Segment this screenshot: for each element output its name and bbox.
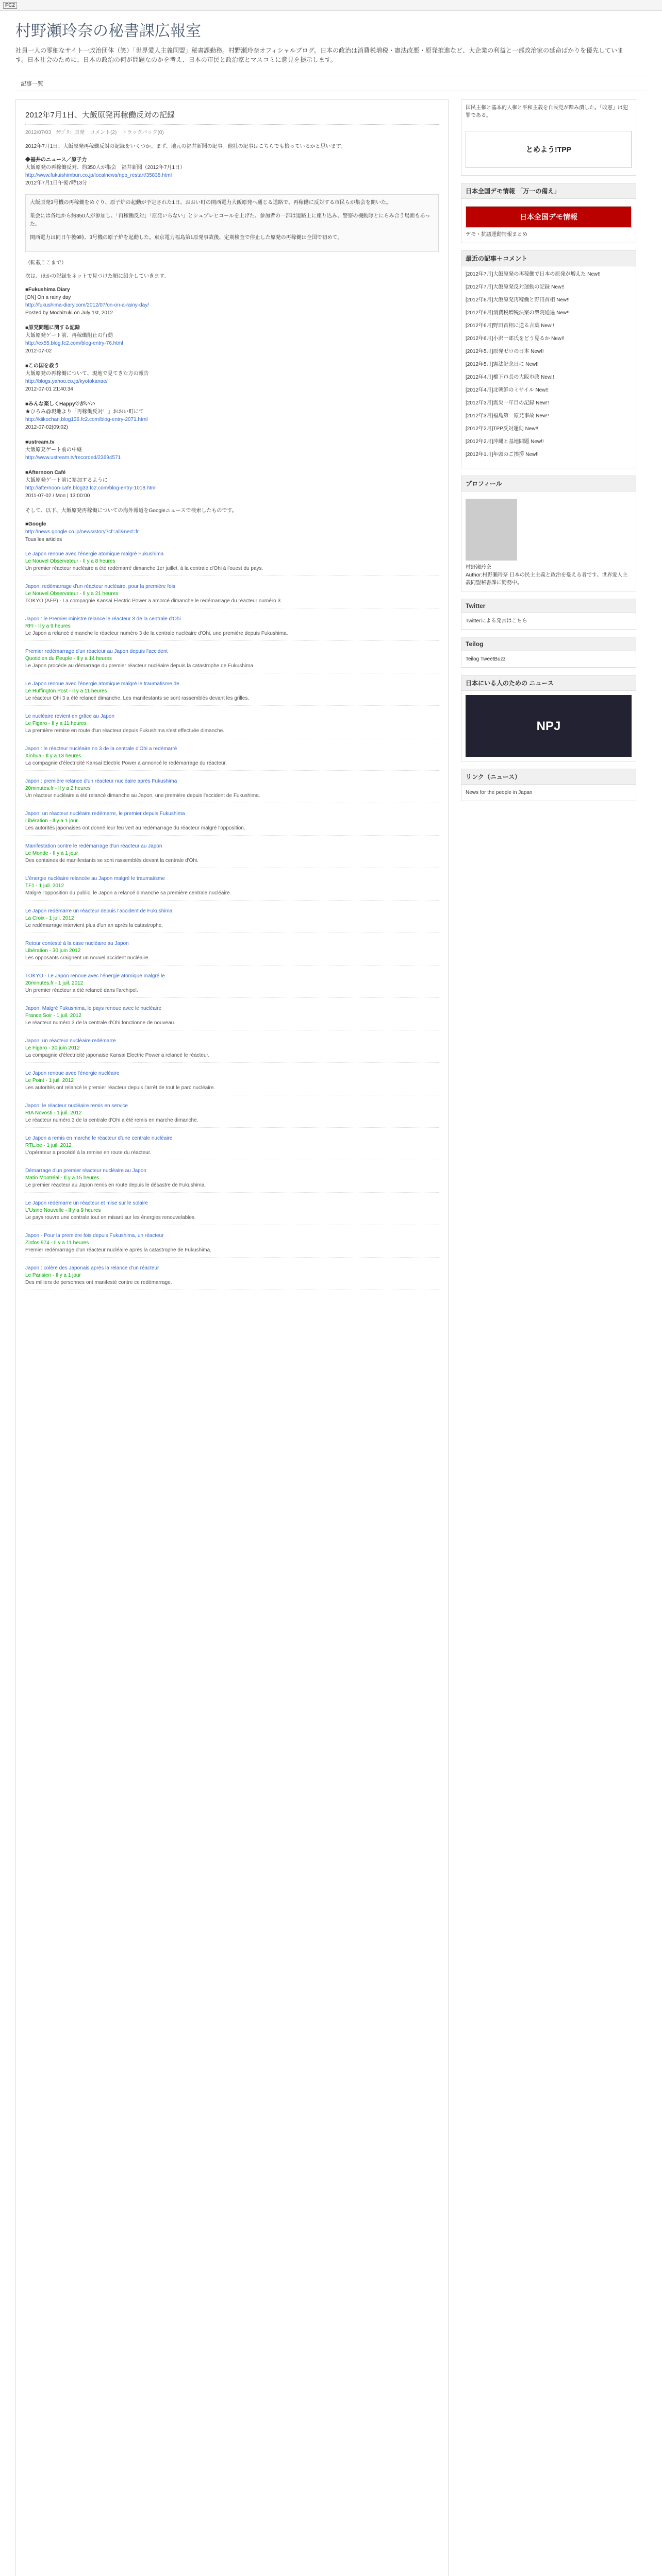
recent-entry[interactable]: [2012年5月]原発ゼロの日本 New!! bbox=[466, 349, 544, 354]
news-snippet: La compagnie d'électricité japonaise Kansai Electric Power a relancé le réacteur. bbox=[25, 1053, 210, 1058]
teilog-widget bbox=[461, 637, 636, 668]
nav-item-archive[interactable]: 記事一覧 bbox=[21, 81, 43, 87]
news-source: Le Huffington Post - Il y a 11 heures bbox=[25, 688, 107, 694]
post-meta: 2012/07/03 ｶﾃｺﾞﾘ：原発 コメント(2) トラックバック(0) bbox=[25, 130, 164, 135]
aside-text: 次は、ほかの記録をネットで見つけた順に紹介していきます。 bbox=[25, 274, 170, 279]
news-source: Le Figaro - 30 juin 2012 bbox=[25, 1045, 80, 1051]
sidebar bbox=[461, 99, 636, 2576]
google-section bbox=[25, 520, 439, 544]
news-source: Le Nouvel Observateur - Il y a 21 heures bbox=[25, 591, 119, 597]
profile-avatar bbox=[466, 499, 517, 561]
fukui-date: 2012年7月1日午後7時13分 bbox=[25, 180, 88, 186]
news-source: Le Figaro - Il y a 11 heures bbox=[25, 721, 87, 726]
section-link[interactable]: http://ex55.blog.fc2.com/blog-entry-76.html bbox=[25, 341, 123, 346]
twitter-heading: Twitter bbox=[461, 599, 636, 613]
news-source: TF1 - 1 juil. 2012 bbox=[25, 883, 64, 889]
news-source: Xinhua - Il y a 13 heures bbox=[25, 753, 81, 759]
news-snippet: Un premier réacteur nucléaire a été redémarré dimanche 1er juillet, à la centrale d'Ohi à l'ouest du pays. bbox=[25, 566, 263, 571]
tpp-banner[interactable]: とめよう!TPP bbox=[466, 131, 632, 168]
recent-entry[interactable]: [2012年2月]TPP反対運動 New!! bbox=[466, 426, 539, 432]
section-date: 2011-07-02 / Mon | 13:00:00 bbox=[25, 493, 90, 499]
section-heading: ■Fukushima Diary bbox=[25, 287, 70, 293]
news-links-text[interactable]: News for the people in Japan bbox=[466, 790, 533, 795]
quote-box bbox=[25, 194, 439, 252]
news-source: Matin Montréal - Il y a 15 heures bbox=[25, 1175, 100, 1181]
news-title[interactable]: Le Japon redémarre un réacteur et mise sur le solaire bbox=[25, 1200, 148, 1206]
profile-text: Author:村野瀬玲奈 日本の民主主義と政治を憂える者です。世界愛人主義同盟秘書課に勤務中。 bbox=[466, 572, 628, 586]
news-item bbox=[25, 908, 439, 933]
news-item bbox=[25, 1038, 439, 1063]
news-source: RFI - Il y a 9 heures bbox=[25, 623, 71, 629]
news-item bbox=[25, 810, 439, 836]
news-source: Libération - Il y a 1 jour bbox=[25, 818, 78, 824]
npj-banner[interactable]: NPJ bbox=[466, 695, 632, 757]
section-link[interactable]: http://afternoon-cafe.blog33.fc2.com/blog-entry-1018.html bbox=[25, 485, 157, 491]
news-title[interactable]: Le Japon a remis en marche le réacteur d'une centrale nucléaire bbox=[25, 1136, 173, 1141]
section-title: [ON] On a rainy day bbox=[25, 295, 71, 300]
section-date: Posted by Mochizuki on July 1st, 2012 bbox=[25, 310, 113, 316]
news-source: Le Point - 1 juil. 2012 bbox=[25, 1078, 74, 1083]
news-title[interactable]: Premier redémarrage d'un réacteur au Japon depuis l'accident bbox=[25, 649, 168, 654]
fukui-title: 大飯原発の再稼働反対、約350人が集会 福井新聞（2012年7月1日） bbox=[25, 165, 186, 171]
news-source: Zinfos 974 - Il y a 11 heures bbox=[25, 1240, 89, 1246]
demo-widget bbox=[461, 183, 636, 243]
news-snippet: Le Japon a relancé dimanche le réacteur numéro 3 de la centrale nucléaire d'Ohi, une première depuis Fukushima. bbox=[25, 631, 288, 636]
section-link[interactable]: http://www.ustream.tv/recorded/23694571 bbox=[25, 455, 121, 461]
recent-entry[interactable]: [2012年7月]大飯原発反対運動の記録 New!! bbox=[466, 284, 565, 290]
news-title[interactable]: Le nucléaire revient en grâce au Japon bbox=[25, 714, 114, 719]
news-snippet: Le Japon procède au démarrage du premier réacteur nucléaire depuis la catastrophe de Fukushima. bbox=[25, 663, 255, 669]
news-snippet: Un premier réacteur a été relancé dans l'archipel. bbox=[25, 988, 138, 993]
news-snippet: Des milliers de personnes ont manifesté contre ce redémarrage. bbox=[25, 1280, 172, 1285]
news-title[interactable]: Japon: redémarrage d'un réacteur nucléaire, pour la première fois bbox=[25, 584, 175, 589]
recent-heading: 最近の記事＋コメント bbox=[461, 251, 636, 266]
section-title: 大飯原発ゲート前に参加するように bbox=[25, 478, 108, 483]
news-title[interactable]: Démarrage d'un premier réacteur nucléaire au Japon bbox=[25, 1168, 146, 1174]
news-source: Le Monde - Il y a 1 jour bbox=[25, 851, 78, 856]
fukui-link[interactable]: http://www.fukuishimbun.co.jp/localnews/npp_restart/35838.html bbox=[25, 173, 172, 178]
aside-text: （転載ここまで） bbox=[25, 260, 67, 266]
teilog-heading: Teilog bbox=[461, 637, 636, 651]
section-date: 2012-07-02(09:02) bbox=[25, 425, 68, 430]
news-title[interactable]: Japon: Malgré Fukushima, le pays renoue avec le nucléaire bbox=[25, 1006, 162, 1011]
news-item bbox=[25, 1167, 439, 1193]
header bbox=[0, 11, 662, 70]
twitter-text[interactable]: Twitterによる発言はこちら bbox=[466, 618, 527, 624]
section-heading: ■みんな楽しくHappy♡がいい bbox=[25, 401, 95, 407]
main-content bbox=[15, 99, 449, 2576]
section-heading: ■ustream.tv bbox=[25, 439, 55, 445]
news-item bbox=[25, 1200, 439, 1225]
news-links-widget bbox=[461, 769, 636, 801]
section-title: 大飯原発ゲート前の中継 bbox=[25, 447, 82, 453]
news-title[interactable]: Japon : le Premier ministre relance le réacteur 3 de la centrale d'Ohi bbox=[25, 616, 181, 622]
news-title[interactable]: Japon : le réacteur nucléaire no 3 de la centrale d'Ohi a redémarré bbox=[25, 746, 177, 752]
profile-widget bbox=[461, 476, 636, 591]
news-snippet: Le premier réacteur au Japon remis en route depuis le désastre de Fukushima. bbox=[25, 1182, 206, 1188]
fukui-section bbox=[25, 156, 439, 187]
news-source: France Soir - 1 juil. 2012 bbox=[25, 1013, 81, 1019]
recent-entry[interactable]: [2012年3月]福島第一原発事故 New!! bbox=[466, 413, 549, 419]
news-title[interactable]: Japon: un réacteur nucléaire redémarre bbox=[25, 1038, 116, 1044]
npj-heading: 日本にいる人のための ニュース bbox=[461, 675, 636, 691]
news-source: RIA Novosti - 1 juil. 2012 bbox=[25, 1110, 82, 1116]
news-source: RTL.be - 1 juil. 2012 bbox=[25, 1143, 72, 1148]
news-item bbox=[25, 1232, 439, 1258]
kyoto-section bbox=[25, 362, 439, 393]
afternoon-section bbox=[25, 469, 439, 500]
twitter-widget bbox=[461, 599, 636, 630]
news-source: Le Parisien - Il y a 1 jour bbox=[25, 1273, 81, 1278]
ikeda-section bbox=[25, 324, 439, 355]
news-title[interactable]: Japon : première relance d'un réacteur nucléaire après Fukushima bbox=[25, 778, 177, 784]
recent-entry[interactable]: [2012年4月]橋下市長の大阪市政 New!! bbox=[466, 375, 554, 380]
news-snippet: Le réacteur Ohi 3 a été relancé dimanche. Les manifestants se sont rassemblés devant les grilles. bbox=[25, 696, 250, 701]
section-link[interactable]: http://fukushima-diary.com/2012/07/on-on-a-rainy-day/ bbox=[25, 302, 149, 308]
news-snippet: L'opérateur a procédé à la remise en route du réacteur. bbox=[25, 1150, 152, 1156]
news-item bbox=[25, 973, 439, 998]
site-title[interactable]: 村野瀬玲奈の秘書課広報室 bbox=[15, 23, 201, 40]
news-list bbox=[25, 551, 439, 1290]
profile-heading: プロフィール bbox=[461, 476, 636, 492]
post-title[interactable]: 2012年7月1日、大飯原発再稼働反対の記録 bbox=[25, 107, 439, 125]
section-heading: ■この国を救う bbox=[25, 363, 60, 369]
news-title[interactable]: Le Japon renoue avec l'énergie atomique malgré le traumatisme de bbox=[25, 681, 179, 687]
section-title: 大飯原発の再稼働について、現地で見てきた方の報告 bbox=[25, 371, 149, 377]
recent-entry[interactable]: [2012年7月]大飯原発の再稼働で日本の原発が増えた New!! bbox=[466, 272, 601, 277]
npj-widget bbox=[461, 675, 636, 761]
news-title[interactable]: Le Japon redémarre un réacteur depuis l'accident de Fukushima bbox=[25, 908, 173, 914]
tags-widget bbox=[461, 99, 636, 176]
news-item bbox=[25, 1005, 439, 1030]
recent-entry[interactable]: [2012年1月]年頭のご挨拶 New!! bbox=[466, 452, 539, 457]
news-title[interactable]: Japon : colère des Japonais après la relance d'un réacteur bbox=[25, 1265, 159, 1271]
news-source: La Croix - 1 juil. 2012 bbox=[25, 916, 74, 921]
news-item bbox=[25, 1135, 439, 1160]
news-source: Libération - 30 juin 2012 bbox=[25, 948, 81, 954]
news-links-heading: リンク（ニュース） bbox=[461, 769, 636, 785]
profile-name: 村野瀬玲奈 bbox=[466, 565, 491, 570]
news-item bbox=[25, 616, 439, 641]
section-date: 2012-07-02 bbox=[25, 348, 52, 354]
news-title[interactable]: Japon: un réacteur nucléaire redémarre, le premier depuis Fukushima bbox=[25, 811, 185, 817]
demo-banner[interactable]: 日本全国デモ情報 bbox=[466, 206, 632, 228]
ustream-section bbox=[25, 438, 439, 462]
recent-list bbox=[461, 266, 636, 468]
news-snippet: Le redémarrage intervient plus d'un an après la catastrophe. bbox=[25, 923, 163, 928]
demo-heading: 日本全国デモ情報 「万一の備え」 bbox=[461, 183, 636, 199]
news-snippet: Des centaines de manifestants se sont rassemblés devant la centrale d'Ohi. bbox=[25, 858, 198, 863]
news-item bbox=[25, 681, 439, 706]
section-heading: ■Google bbox=[25, 521, 46, 527]
section-heading: ■原発問題に関する記録 bbox=[25, 325, 80, 331]
news-item bbox=[25, 843, 439, 868]
news-snippet: TOKYO (AFP) - La compagnie Kansai Electric Power a amorcé dimanche le redémarrage du réacteur numéro 3. bbox=[25, 598, 282, 604]
news-snippet: Le réacteur numéro 3 de la centrale d'Ohi fonctionne de nouveau. bbox=[25, 1020, 175, 1026]
tags-text: 国民主権と基本的人権と平和主義を自民党が踏み潰した。「改憲」は犯罪である。 bbox=[466, 105, 628, 118]
site-description: 社員一人の零細なサイト一政治団体（笑）「世界愛人主義同盟」秘書課勤務。村野瀬玲奈オフィシャルブログ。日本の政治は消費税増税・憲法改悪・原発推進など、大企業の利益と一部政治家の延命ばかりを優先しています。日本社会のために、日本の政治の何が問題なのかを考え、日本の市民と政治家とマスコミに意見を提示します。 bbox=[15, 47, 624, 63]
navbar bbox=[15, 76, 647, 91]
news-title[interactable]: Retour contesté à la case nucléaire au Japon bbox=[25, 941, 129, 946]
news-snippet: Les autorités ont relancé le premier réacteur depuis l'arrêt de tout le parc nucléaire. bbox=[25, 1085, 216, 1091]
section-heading: ■Afternoon Café bbox=[25, 470, 66, 476]
blog-logo[interactable]: FC2 bbox=[3, 2, 17, 9]
quote-paragraph: 関西電力は同日午後9時、3号機の原子炉を起動した。東京電力福島第1原発事故後、定期検査で停止した原発の再稼働は全国で初めて。 bbox=[30, 235, 343, 241]
news-item bbox=[25, 745, 439, 771]
news-snippet: Malgré l'opposition du public, le Japon a relancé dimanche sa première centrale nucléaire. bbox=[25, 890, 231, 896]
google-link[interactable]: http://news.google.co.jp/news/story?cf=all&ned=fr bbox=[25, 529, 139, 535]
news-snippet: Les autorités japonaises ont donné leur feu vert au redémarrage du réacteur malgré l'opposition. bbox=[25, 825, 245, 831]
fukui-heading: ◆福井のニュース／原子力 bbox=[25, 157, 87, 163]
quote-paragraph: 大飯原発3号機の再稼働をめぐり、原子炉の起動が予定された1日、おおい町の関西電力大飯原発へ通じる道路で、再稼働に反対する市民らが集会を開いた。 bbox=[30, 200, 391, 206]
recent-entry[interactable]: [2012年6月]消費税増税法案の衆院通過 New!! bbox=[466, 310, 570, 316]
recent-entry[interactable]: [2012年2月]沖縄と基地問題 New!! bbox=[466, 439, 544, 445]
news-source: L'Usine Nouvelle - Il y a 9 heures bbox=[25, 1208, 101, 1213]
news-snippet: Premier redémarrage d'un réacteur nucléaire après la catastrophe de Fukushima. bbox=[25, 1247, 211, 1253]
news-item bbox=[25, 648, 439, 673]
recent-entry[interactable]: [2012年5月]憲法記念日に New!! bbox=[466, 362, 539, 367]
section-date: 2012-07-01 21:40:34 bbox=[25, 386, 73, 392]
news-snippet: Les opposants craignent un nouvel accident nucléaire. bbox=[25, 955, 150, 961]
news-source: 20minutes.fr - Il y a 2 heures bbox=[25, 786, 91, 791]
news-snippet: Le pays rouvre une centrale tout en misant sur les énergies renouvelables. bbox=[25, 1215, 196, 1221]
recent-entry[interactable]: [2012年6月]小沢一郎氏をどう見るか New!! bbox=[466, 336, 565, 342]
news-item bbox=[25, 940, 439, 965]
diary-section bbox=[25, 286, 439, 317]
news-title[interactable]: Manifestation contre le redémarrage d'un réacteur au Japon bbox=[25, 843, 162, 849]
news-title[interactable]: Japon: le réacteur nucléaire remis en service bbox=[25, 1103, 128, 1109]
all-articles[interactable]: Tous les articles bbox=[25, 537, 62, 543]
news-item bbox=[25, 875, 439, 901]
news-item bbox=[25, 551, 439, 576]
section-title: ★ひろみ@現地より「再稼働反対！」おおい町にて bbox=[25, 409, 144, 415]
section-title: 大飯原発ゲート前、再稼働阻止の行動 bbox=[25, 333, 113, 338]
recent-entry[interactable]: [2012年6月]大飯原発再稼働と野田首相 New!! bbox=[466, 297, 570, 303]
news-snippet: La compagnie d'électricité Kansai Electric Power a annoncé le redémarrage du réacteur. bbox=[25, 760, 227, 766]
news-snippet: La première remise en route d'un réacteur depuis Fukushima s'est effectuée dimanche. bbox=[25, 728, 225, 734]
news-item bbox=[25, 778, 439, 803]
recent-entry[interactable]: [2012年3月]震災一年目の記録 New!! bbox=[466, 400, 549, 406]
quote-paragraph: 集会には各地から約350人が参加し、「再稼働反対」「原発いらない」とシュプレヒコールを上げた。参加者の一部は道路上に座り込み、警察の機動隊とにらみ合う場面もあった。 bbox=[30, 213, 431, 227]
news-title[interactable]: Japon - Pour la première fois depuis Fukushima, un réacteur bbox=[25, 1233, 164, 1239]
recent-entry[interactable]: [2012年6月]野田首相に送る言葉 New!! bbox=[466, 323, 554, 329]
top-bar bbox=[0, 0, 662, 11]
news-title[interactable]: L'énergie nucléaire relancée au Japon malgré le traumatisme bbox=[25, 876, 165, 882]
news-item bbox=[25, 583, 439, 608]
news-title[interactable]: Le Japon renoue avec l'énergie nucléaire bbox=[25, 1071, 120, 1076]
post-intro: 2012年7月1日、大飯原発再稼働反対の記録をいくつか。まず、地元の福井新聞の記事。他社の記事はこちらでも拾っているかと思います。 bbox=[25, 144, 346, 149]
news-item bbox=[25, 1103, 439, 1128]
news-source: 20minutes.fr - 1 juil. 2012 bbox=[25, 980, 84, 986]
news-title[interactable]: Le Japon renoue avec l'énergie atomique malgré Fukushima bbox=[25, 551, 164, 557]
news-item bbox=[25, 713, 439, 738]
news-source: Quotidien du Peuple - Il y a 14 heures bbox=[25, 656, 112, 662]
news-snippet: Un réacteur nucléaire a été relancé dimanche au Japon, une première depuis l'accident de Fukushima. bbox=[25, 793, 260, 799]
news-item bbox=[25, 1265, 439, 1290]
news-snippet: Le réacteur numéro 3 de la centrale d'Ohi a été remis en marche dimanche. bbox=[25, 1117, 198, 1123]
news-source: Le Nouvel Observateur - Il y a 8 heures bbox=[25, 558, 115, 564]
minna-section bbox=[25, 400, 439, 431]
demo-subtext: デモ・抗議運動情報まとめ bbox=[466, 232, 527, 238]
section-link[interactable]: http://kiikochan.blog136.fc2.com/blog-entry-2071.html bbox=[25, 417, 148, 422]
recent-widget bbox=[461, 250, 636, 468]
news-item bbox=[25, 1070, 439, 1095]
end-text: そして、以下、大飯原発再稼働についての海外報道をGoogleニュースで検索したものです。 bbox=[25, 508, 237, 514]
recent-entry[interactable]: [2012年4月]北朝鮮のミサイル New!! bbox=[466, 387, 549, 393]
section-link[interactable]: http://blogs.yahoo.co.jp/kyotokanae/ bbox=[25, 379, 108, 384]
teilog-text[interactable]: Teilog TweetBuzz bbox=[466, 656, 506, 662]
news-title[interactable]: TOKYO - Le Japon renoue avec l'énergie atomique malgré le bbox=[25, 973, 165, 979]
